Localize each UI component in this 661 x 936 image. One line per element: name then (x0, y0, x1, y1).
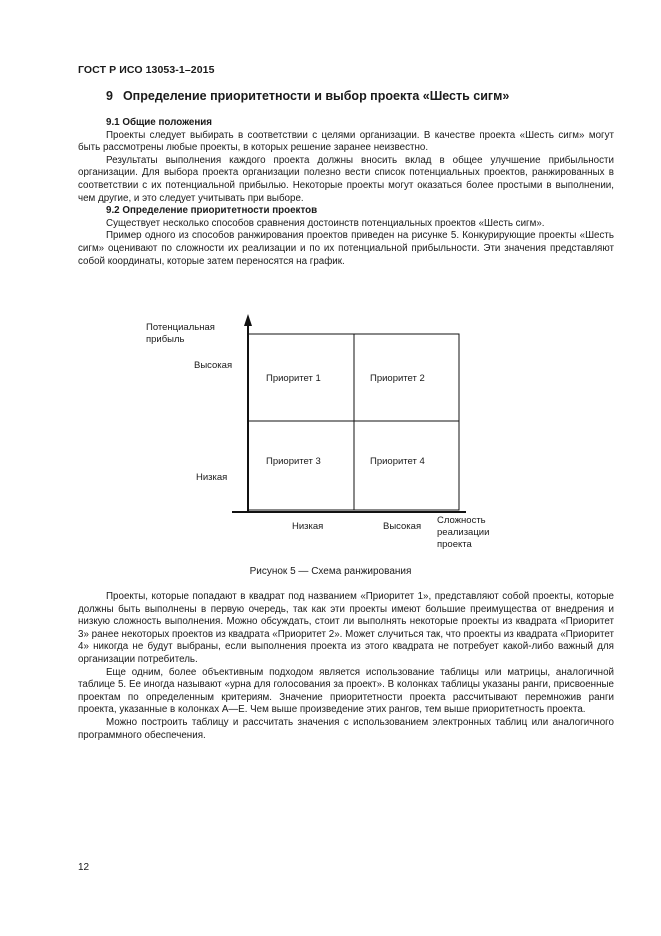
y-tick-high: Высокая (194, 360, 233, 371)
quadrant-priority-1: Приоритет 1 (266, 373, 321, 384)
section-title (106, 89, 509, 103)
y-tick-low: Низкая (196, 472, 228, 483)
quadrant-priority-2: Приоритет 2 (370, 373, 425, 384)
subsection-9-2-title: 9.2 Определение приоритетности проектов (106, 205, 318, 217)
paragraph: Результаты выполнения каждого проекта должны вносить вклад в общее улучшение прибыльности организации. Для выбора проекта организации полезно вести список потенциальных проектов, ранжированных в соответствии с их потенциальной прибылью. Некоторые проекты могут оказаться более простыми в выполнении, чем другие, и это следует учитывать при выборе. (78, 154, 614, 204)
diagram-graphics (0, 300, 661, 590)
paragraph: Существует несколько способов сравнения достоинств потенциальных проектов «Шесть сигм». (106, 217, 545, 229)
quadrant-priority-3: Приоритет 3 (266, 456, 321, 467)
x-tick-high: Высокая (383, 521, 422, 532)
subsection-9-1-title: 9.1 Общие положения (106, 117, 213, 128)
paragraph: Пример одного из способов ранжирования проектов приведен на рисунке 5. Конкурирующие проекты «Шесть сигм» оценивают по сложности их реализации и по их потенциальной прибыльности. Эти значения представляют собой координаты, которые затем переносятся на график. (78, 230, 614, 267)
section-title-text: Определение приоритетности и выбор проекта «Шесть сигм» (122, 89, 510, 103)
page-number: 12 (78, 862, 90, 873)
paragraph: Еще одним, более объективным подходом является использование таблицы или матрицы, аналогичной таблице 5. Ее иногда называют «урна для голосования за проект». В колонках таблицы указаны ранги, присвоенные проектам по определенным критериям. Значение приоритетности проекта рассчитывают перемножив ранги проекта, указанные в колонках A—E. Чем выше произведение этих рангов, тем выше приоритетность проекта. (78, 666, 614, 716)
document-header: ГОСТ Р ИСО 13053-1–2015 (78, 64, 215, 76)
paragraph: Можно построить таблицу и рассчитать значения с использованием электронных таблиц или аналогичного программного обеспечения. (78, 716, 614, 741)
body-text (78, 591, 614, 742)
figure-caption: Рисунок 5 — Схема ранжирования (249, 566, 412, 577)
paragraph: Проекты, которые попадают в квадрат под названием «Приоритет 1», представляют собой проекты, которые должны быть выполнены в первую очередь, так как эти проекты имеют большие преимущества от внедрения и низкую сложность выполнения. Можно обсуждать, стоит ли выполнять некоторые проекты из квадрата «Приоритет 3» ранее некоторых проектов из квадрата «Приоритет 2». Может случиться так, что проекты из квадрата «Приоритет 4» никогда не будут выбраны, если выполнения проекта из этого квадрата не потребует какой-либо важный для организации потребитель. (78, 591, 614, 665)
x-tick-low: Низкая (292, 521, 324, 532)
section-9-text (78, 117, 614, 268)
x-axis-label: Сложность реализации проекта (437, 515, 490, 550)
paragraph: Проекты следует выбирать в соответствии с целями организации. В качестве проекта «Шесть сигм» могут быть рассмотрены любые проекты, в которых решение заранее неизвестно. (78, 129, 614, 154)
y-axis-arrow-icon (244, 314, 252, 326)
section-number: 9 (106, 89, 113, 103)
ranking-diagram (0, 300, 661, 590)
y-axis-label-text: Потенциальная прибыль (146, 322, 215, 345)
y-axis-label (146, 322, 232, 346)
quadrant-priority-4: Приоритет 4 (370, 456, 425, 467)
